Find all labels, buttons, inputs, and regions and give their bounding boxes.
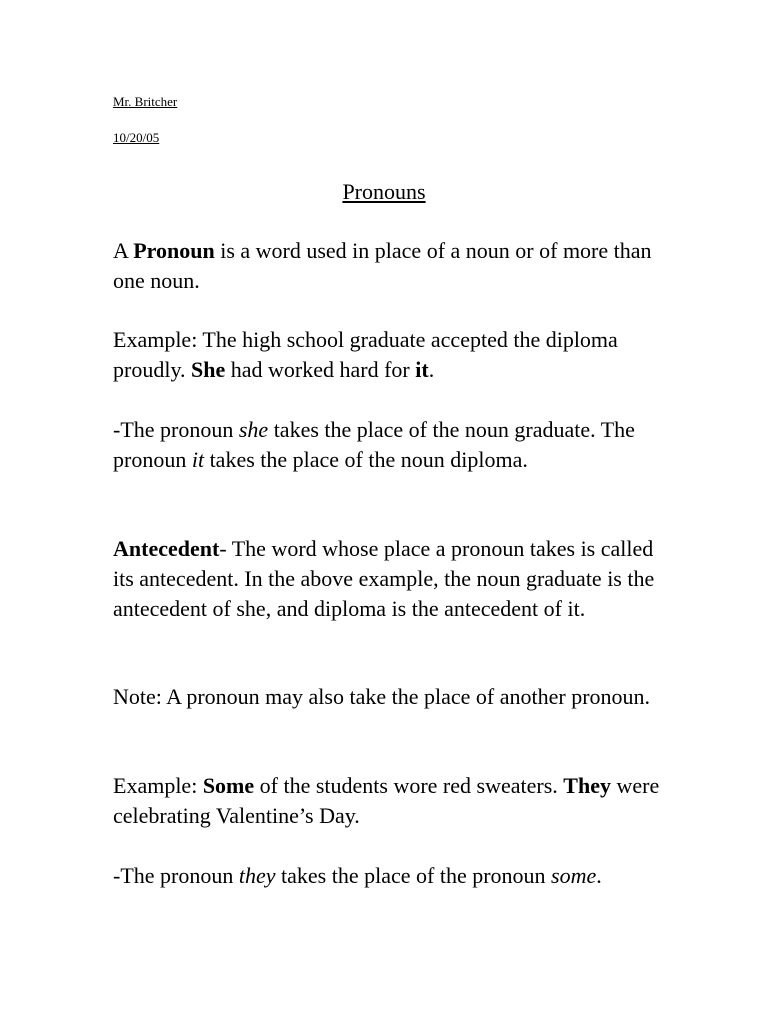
example1-pre: Example: The high school graduate accepted the diploma proudly.: [113, 327, 618, 382]
example1-mid: had worked hard for: [225, 357, 416, 382]
example-paragraph-2: [113, 771, 673, 831]
definition-pre: A: [113, 238, 134, 263]
antecedent-post: - The word whose place a pronoun takes is called its antecedent. In the above example, the noun graduate is the antecedent of she, and diploma is the antecedent of it.: [113, 536, 655, 621]
document-date: 10/20/05: [113, 130, 160, 145]
example2-bold-some: Some: [202, 773, 255, 798]
example2-post: were celebrating Valentine’s Day.: [113, 773, 660, 828]
antecedent-term: Antecedent: [113, 536, 220, 561]
explanation1-italic-she: she: [238, 417, 269, 442]
example2-mid: of the students wore red sweaters.: [254, 773, 564, 798]
explanation2-post: .: [596, 863, 602, 888]
explanation1-italic-it: it: [191, 447, 205, 472]
example1-post: .: [428, 357, 435, 382]
explanation-paragraph-1: [113, 415, 673, 475]
example1-bold-it: it: [415, 357, 429, 382]
note-paragraph: [113, 682, 673, 712]
page-title: Pronouns: [342, 179, 426, 204]
explanation-paragraph-2: [113, 861, 673, 891]
definition-post: is a word used in place of a noun or of more than one noun.: [113, 238, 652, 293]
explanation2-mid: takes the place of the pronoun: [275, 863, 552, 888]
explanation2-pre: -The pronoun: [113, 863, 239, 888]
example2-bold-they: They: [563, 773, 611, 798]
example2-pre: Example:: [113, 773, 203, 798]
definition-paragraph: [113, 236, 673, 296]
explanation1-pre: -The pronoun: [113, 417, 239, 442]
antecedent-paragraph: [113, 534, 673, 624]
example1-bold-she: She: [191, 357, 226, 382]
author-name: Mr. Britcher: [113, 94, 178, 109]
definition-term: Pronoun: [133, 238, 215, 263]
explanation2-italic-some: some: [551, 863, 597, 888]
note-text: Note: A pronoun may also take the place of another pronoun.: [113, 684, 651, 709]
explanation1-post: takes the place of the noun diploma.: [204, 447, 528, 472]
explanation2-italic-they: they: [238, 863, 276, 888]
explanation1-mid: takes the place of the noun graduate. The pronoun: [113, 417, 635, 472]
example-paragraph-1: [113, 325, 673, 385]
